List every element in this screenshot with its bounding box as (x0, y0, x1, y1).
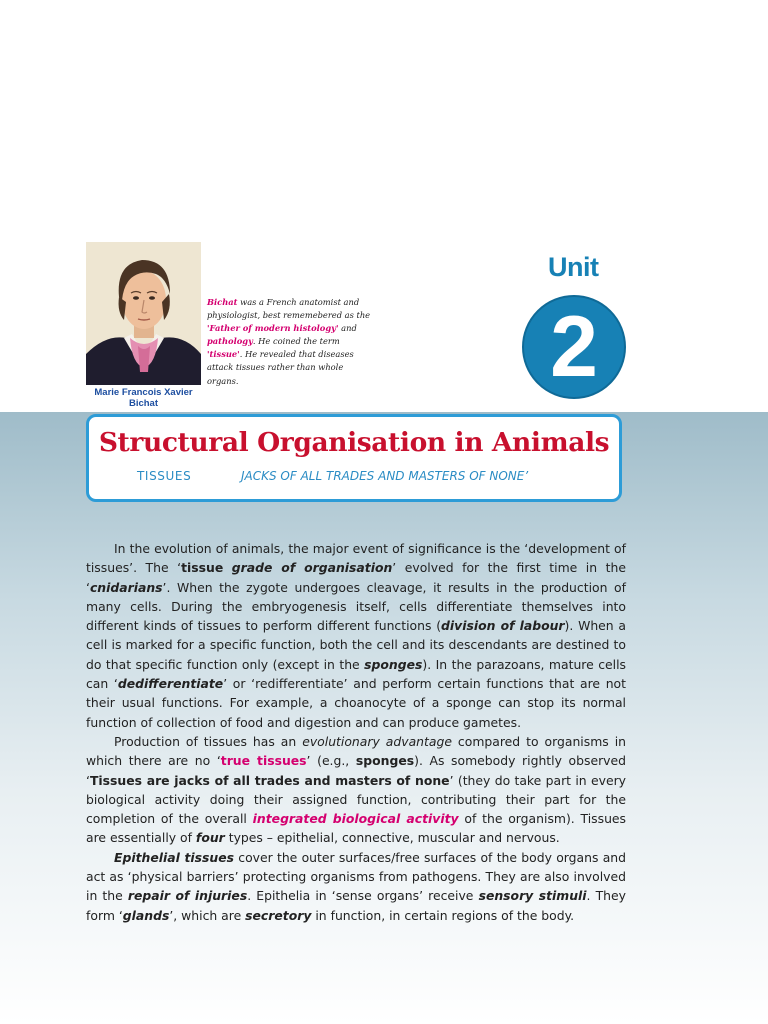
text-run: ’ or ‘redifferentiate’ and perform certain functions that are not their usual functions. For example, a choanocyte of a sponge can stop its normal function of collection of food and digestion and can produce gametes. (86, 676, 626, 730)
emphasis: dedifferentiate (117, 676, 224, 692)
bio-text: . He revealed that diseases attack tissues rather than whole organs. (207, 349, 354, 386)
portrait-caption-line1: Marie Francois Xavier (94, 387, 193, 398)
paragraph-3 (86, 848, 626, 925)
highlight: integrated biological activity (252, 811, 459, 827)
text-run: in function, in certain regions of the body. (311, 907, 575, 923)
text-run: ’ (e.g., (306, 753, 356, 769)
bio-highlight: 'tissue' (207, 349, 240, 360)
chapter-subtitle-quote: JACKS OF ALL TRADES AND MASTERS OF NONE’ (241, 469, 529, 483)
emphasis: cnidarians (89, 579, 163, 595)
text-run: . Epithelia in ‘sense organs’ receive (247, 888, 479, 904)
emphasis: grade of organisation (231, 560, 393, 576)
text-run: compared to organisms in which there are no ‘ (86, 733, 626, 769)
text-run: Production of tissues has an (114, 733, 303, 749)
text-run: ). In the parazoans, mature cells can ‘ (86, 656, 626, 692)
bio-highlight: 'Father of modern histology' (207, 323, 339, 334)
text-run: cover the outer surfaces/free surfaces of the body organs and act as ‘physical barriers’ protecting organisms from pathogens. They are also involved in the (86, 849, 626, 904)
bichat-portrait (86, 242, 201, 385)
emphasis: evolutionary advantage (302, 733, 452, 749)
emphasis: sponges (355, 753, 415, 769)
text-run: ’ evolved for the first time in the ‘ (86, 560, 626, 595)
portrait-caption-line2: Bichat (128, 398, 159, 409)
bio-text: was a French anatomist and physiologist, best rememebered as the (207, 297, 371, 321)
portrait-caption (86, 387, 201, 409)
emphasis: four (195, 830, 225, 846)
chapter-title: Structural Organisation in Animals (98, 427, 610, 458)
paragraph-2 (86, 732, 626, 848)
emphasis: sensory stimuli (478, 888, 587, 904)
emphasis: tissue (181, 560, 224, 576)
paragraph-1 (86, 539, 626, 732)
portrait-illustration (86, 242, 201, 385)
emphasis: sponges (364, 656, 423, 672)
text-run: of the organism). Tissues are essentially of (86, 811, 626, 846)
unit-number: 2 (550, 299, 598, 395)
bio-text: . He coined the term (252, 336, 340, 347)
text-run: ’, which are (169, 907, 246, 923)
emphasis: glands (122, 907, 170, 923)
text-run: In the evolution of animals, the major event of significance is the ‘development of tissues’. The ‘ (86, 541, 626, 576)
text-run: . They form ‘ (86, 888, 626, 923)
unit-label: Unit (548, 252, 599, 282)
bichat-bio (207, 296, 372, 388)
emphasis: Epithelial tissues (114, 849, 234, 865)
emphasis: repair of injuries (127, 888, 248, 904)
text-run: ’ (they do take part in every biological activity doing their assigned function, contributing their part for the completion of the overall (86, 772, 626, 827)
text-run: types – epithelial, connective, muscular and nervous. (224, 830, 560, 846)
body-text (86, 539, 626, 925)
highlight: true tissues (220, 753, 307, 769)
emphasis: Tissues are jacks of all trades and masters of none (89, 772, 450, 788)
text-run: ). When a cell is marked for a specific function, both the cell and its descendants are destined to do that specific function only (except in the (86, 618, 626, 672)
emphasis: secretory (245, 907, 312, 923)
chapter-title-box (86, 414, 622, 502)
chapter-subtitle-tissues: TISSUES (137, 469, 192, 483)
bio-highlight: pathology (207, 336, 253, 347)
text-run: ). As somebody rightly observed ‘ (86, 753, 626, 788)
bio-text: and (338, 323, 357, 334)
bio-name: Bichat (207, 297, 238, 307)
emphasis: division of labour (441, 618, 565, 634)
text-run: ’. When the zygote undergoes cleavage, it results in the production of many cells. During the embryogenesis itself, cells differentiate themselves into different kinds of tissues to perform different functions ( (86, 579, 626, 634)
